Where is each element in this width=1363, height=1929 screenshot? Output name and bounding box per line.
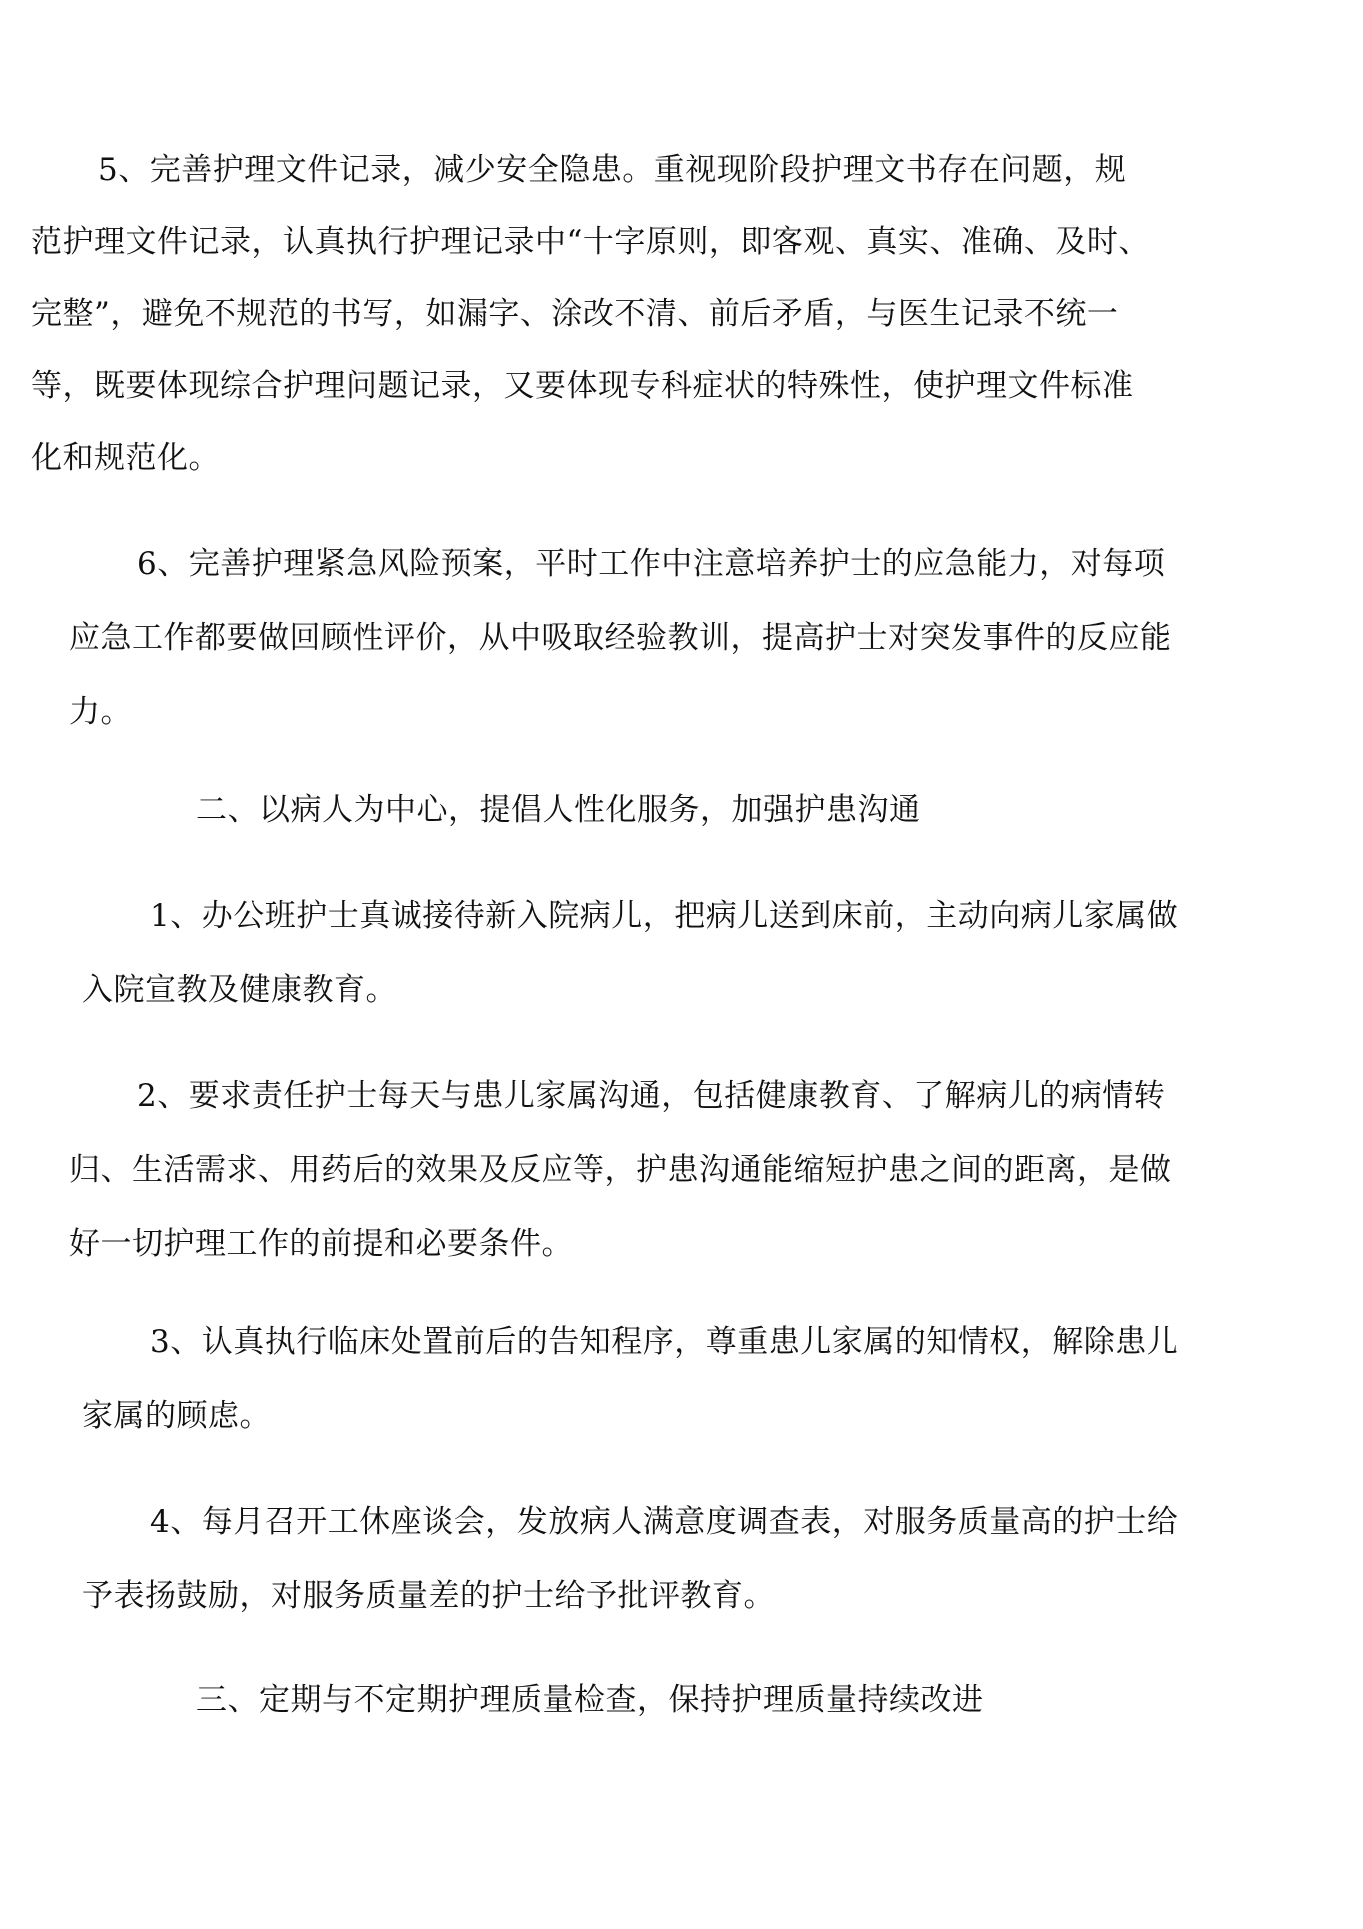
text-line: 完整”，避免不规范的书写，如漏字、涂改不清、前后矛盾，与医生记录不统一 bbox=[31, 296, 1119, 332]
text-line: 力。 bbox=[69, 694, 132, 730]
text-line: 家属的顾虑。 bbox=[82, 1398, 271, 1434]
text-line: 归、生活需求、用药后的效果及反应等，护患沟通能缩短护患之间的距离，是做 bbox=[69, 1152, 1172, 1188]
text-line: 2、要求责任护士每天与患儿家属沟通，包括健康教育、了解病儿的病情转 bbox=[137, 1078, 1166, 1114]
heading-text: 三、定期与不定期护理质量检查，保持护理质量持续改进 bbox=[196, 1682, 984, 1718]
text-line: 5、完善护理文件记录，减少安全隐患。重视现阶段护理文书存在问题，规 bbox=[98, 152, 1127, 188]
text-line: 6、完善护理紧急风险预案，平时工作中注意培养护士的应急能力，对每项 bbox=[137, 546, 1166, 582]
text-line: 好一切护理工作的前提和必要条件。 bbox=[69, 1226, 573, 1262]
text-line: 3、认真执行临床处置前后的告知程序，尊重患儿家属的知情权，解除患儿 bbox=[150, 1324, 1179, 1360]
text-line: 化和规范化。 bbox=[31, 440, 220, 476]
text-line: 应急工作都要做回顾性评价，从中吸取经验教训，提高护士对突发事件的反应能 bbox=[69, 620, 1172, 656]
text-line: 4、每月召开工休座谈会，发放病人满意度调查表，对服务质量高的护士给 bbox=[150, 1504, 1179, 1540]
heading-text: 二、以病人为中心，提倡人性化服务，加强护患沟通 bbox=[196, 792, 921, 828]
text-line: 入院宣教及健康教育。 bbox=[82, 972, 397, 1008]
text-line: 1、办公班护士真诚接待新入院病儿，把病儿送到床前，主动向病儿家属做 bbox=[150, 898, 1179, 934]
text-line: 予表扬鼓励，对服务质量差的护士给予批评教育。 bbox=[82, 1578, 775, 1614]
text-line: 范护理文件记录，认真执行护理记录中“十字原则，即客观、真实、准确、及时、 bbox=[31, 224, 1150, 260]
text-line: 等，既要体现综合护理问题记录，又要体现专科症状的特殊性，使护理文件标准 bbox=[31, 368, 1134, 404]
